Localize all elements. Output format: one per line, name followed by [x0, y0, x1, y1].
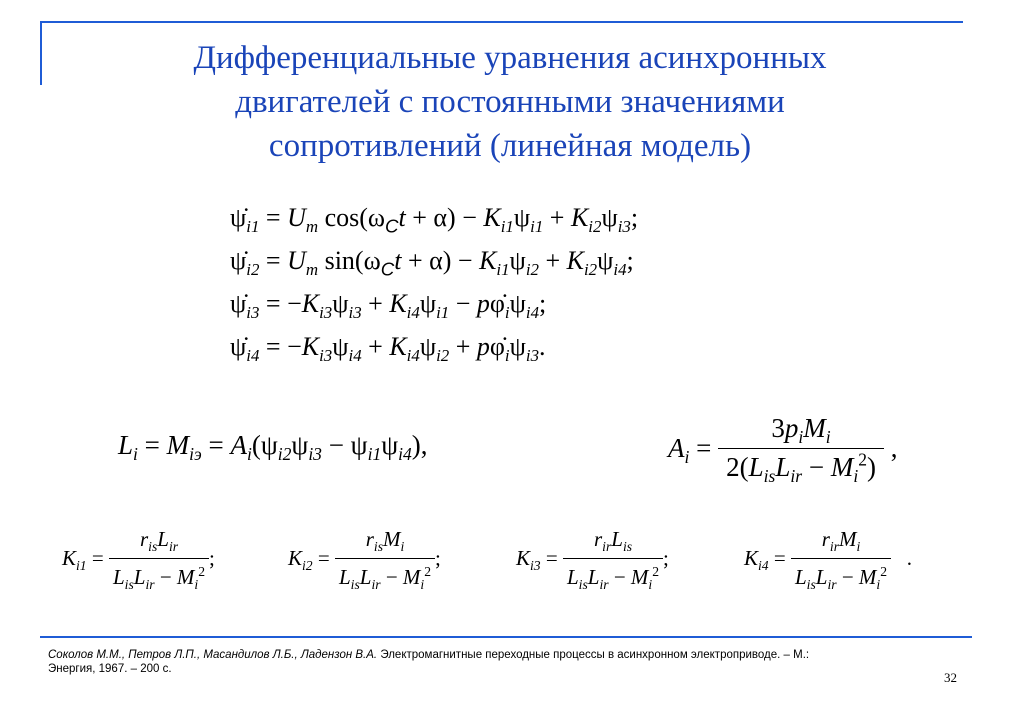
reference — [48, 648, 828, 676]
top-rule — [40, 21, 963, 23]
reference-authors: Соколов М.М., Петров Л.П., Масандилов Л.Б., Ладензон В.А. — [48, 649, 378, 661]
title-line-2: двигателей с постоянными значениями — [235, 84, 785, 120]
k3-coefficient: $K_{i3}$ = $\frac{r_{ir}L_{is}}{L_{is}L_{ir} - M_i^2}$ ; — [516, 527, 669, 592]
title-line-1: Дифференциальные уравнения асинхронных — [193, 40, 827, 76]
k1-coefficient: $K_{i1}$ = $\frac{r_{is}L_{ir}}{L_{is}L_{ir} - M_i^2}$ ; — [62, 527, 215, 592]
slide-title — [60, 36, 960, 168]
equation-1: $\psi̇_{i1} = U_m$ $\cos(\omega_Ct + \alpha) - K_{i1}\psi_{i1} + K_{i2}\psi_{i3}$; — [230, 203, 639, 237]
k2-coefficient: $K_{i2}$ = $\frac{r_{is}M_i}{L_{is}L_{ir} - M_i^2}$ ; — [288, 527, 441, 592]
k4-coefficient: $K_{i4}$ = $\frac{r_{ir}M_i}{L_{is}L_{ir} - M_i^2}$ . — [744, 527, 913, 592]
torque-equation: $L_i = M_{iэ} = A_i(\psi_{i2}\psi_{i3} - \psi_{i1}\psi_{i4})$, — [118, 430, 428, 465]
title-line-3: сопротивлений (линейная модель) — [268, 128, 752, 164]
equation-2: $\psi̇_{i2} = U_m$ $\sin(\omega_Ct + \alpha) - K_{i1}\psi_{i2} + K_{i2}\psi_{i4}$; — [230, 246, 634, 280]
page-number: 32 — [944, 670, 957, 685]
equation-3: $\psi̇_{i3} = -K_{i3}\psi_{i3} + K_{i4}\psi_{i1}$ − $p\varphi̇_i\psi_{i4}$; — [230, 289, 547, 322]
a-coefficient: $A_i$ = $\frac{3p_iM_i}{2(L_{is}L_{ir} - M_i^2)}$ , — [668, 413, 898, 487]
bottom-rule — [40, 636, 972, 638]
equation-4: $\psi̇_{i4} = -K_{i3}\psi_{i4} + K_{i4}\psi_{i2}$ + $p\varphi̇_i\psi_{i3}$. — [230, 332, 546, 365]
left-rule — [40, 21, 42, 85]
reference-text: Электромагнитные переходные процессы в асинхронном электроприводе. – М.: Энергия, 1967. – 200 с. — [48, 649, 810, 675]
differential-equations — [230, 196, 638, 368]
